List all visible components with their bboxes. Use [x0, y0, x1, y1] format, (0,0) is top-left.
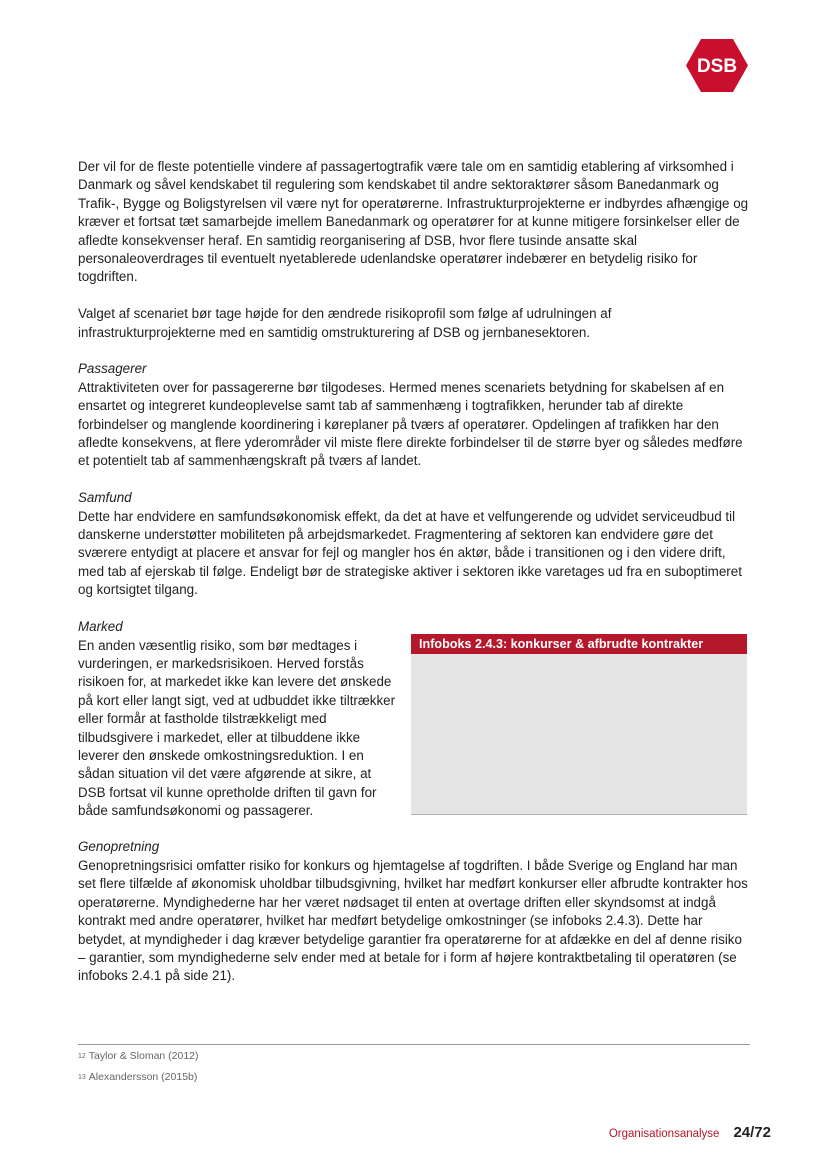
- page-number: 24/72: [733, 1124, 771, 1141]
- main-content: [78, 158, 750, 986]
- heading-marked: Marked: [78, 619, 123, 635]
- footnote-13: [78, 1071, 197, 1084]
- paragraph-intro: Der vil for de fleste potentielle vindere af passagertogtrafik være tale om en samtidig etablering af virksomhed i Danmark og såvel kendskabet til regulering som kendskabet til andre sektoraktører såsom Banedanmark og Trafik-, Bygge og Boligstyrelsen vil være nyt for operatørerne. Infrastrukturprojekterne er indbyrdes afhængige og kræver et fortsat tæt samarbejde imellem Banedanmark og operatører for at kunne mitigere forsinkelser eller de afledte konsekvenser heraf. En samtidig reorganisering af DSB, hvor flere tusinde ansatte skal personaleoverdrages til eventuelt nyetablerede udenlandske operatører indebærer en betydelig risiko for togdriften.: [78, 159, 749, 285]
- dsb-logo-mark: [686, 38, 748, 93]
- footnote-number: 13: [78, 1074, 86, 1081]
- footnote-text: Alexandersson (2015b): [88, 1071, 198, 1083]
- footnote-text: Taylor & Sloman (2012): [88, 1050, 199, 1062]
- paragraph-passagerer: Attraktiviteten over for passagererne bør tilgodeses. Hermed menes scenariets betydning for skabelsen af en ensartet og integreret kundeoplevelse samt tab af sammenhæng i togtrafikken, herunder tab af direkte forbindelser og manglende koordinering i køreplaner på tværs af operatører. Opdelingen af trafikken har den afledte konsekvens, at flere yderområder vil miste flere direkte forbindelser til de større byer og således medføre et potentielt tab af sammenhængskraft på tværs af landet.: [78, 379, 743, 469]
- footnote-12: [78, 1050, 199, 1063]
- footnote-divider: [78, 1044, 750, 1045]
- heading-genopretning: Genopretning: [78, 839, 160, 855]
- logo-text: DSB: [696, 56, 738, 77]
- heading-samfund: Samfund: [78, 490, 132, 506]
- infobox-2-4-3: [411, 634, 747, 815]
- infobox-title: Infoboks 2.4.3: konkurser & afbrudte kontrakter: [411, 634, 747, 654]
- paragraph-scenario: Valget af scenariet bør tage højde for den ændrede risikoprofil som følge af udrulningen af infrastrukturprojekterne med en samtidig omstrukturering af DSB og jernbanesektoren.: [78, 306, 612, 340]
- footnote-number: 12: [78, 1053, 86, 1060]
- marked-section: [78, 618, 750, 820]
- paragraph-marked: En anden væsentlig risiko, som bør medtages i vurderingen, er markedsrisikoen. Herved forstås risikoen for, at markedet ikke kan levere det ønskede på kort eller langt sigt, ved at udbuddet ikke tiltrækker eller formår at fastholde tilstrækkeligt med tilbudsgivere i markedet, eller at tilbuddene ikke leverer den ønskede omkostningsreduktion. I en sådan situation vil det være afgørende at sikre, at DSB fortsat vil kunne opretholde driften til gavn for både samfundsøkonomi og passagerer.: [78, 637, 396, 819]
- heading-passagerer: Passagerer: [78, 361, 147, 377]
- page-footer: [609, 1124, 771, 1142]
- paragraph-samfund: Dette har endvidere en samfundsøkonomisk effekt, da det at have et velfungerende og udvidet serviceudbud til danskerne understøtter mobiliteten på arbejdsmarkedet. Fragmentering af sektoren kan endvidere gøre det sværere entydigt at placere et ansvar for fejl og mangler hos én aktør, både i transitionen og i den videre drift, med tab af ejerskab til følge. Endeligt bør de strategiske aktiver i sektoren ikke varetages ud fra en suboptimeret og kortsigtet tilgang.: [78, 508, 742, 598]
- dsb-logo: [686, 38, 748, 93]
- section-name: Organisationsanalyse: [608, 1128, 720, 1140]
- paragraph-genopretning: Genopretningsrisici omfatter risiko for konkurs og hjemtagelse af togdriften. I både Sverige og England har man set flere tilfælde af økonomisk uholdbar tilbudsgivning, hvilket har medført konkurser eller afbrudte kontrakter hos operatørerne. Myndighederne har her været nødsaget til enten at overtage driften eller skyndsomst at indgå kontrakt med andre operatører, hvilket har medført betydelige omkostninger (se infoboks 2.4.3). Dette har betydet, at myndigheder i dag kræver betydelige garantier fra operatørerne for at afdække en del af denne risiko – garantier, som myndighederne selv ender med at betale for i form af højere kontraktbetaling til operatøren (se infoboks 2.4.1 på side 21).: [78, 857, 748, 984]
